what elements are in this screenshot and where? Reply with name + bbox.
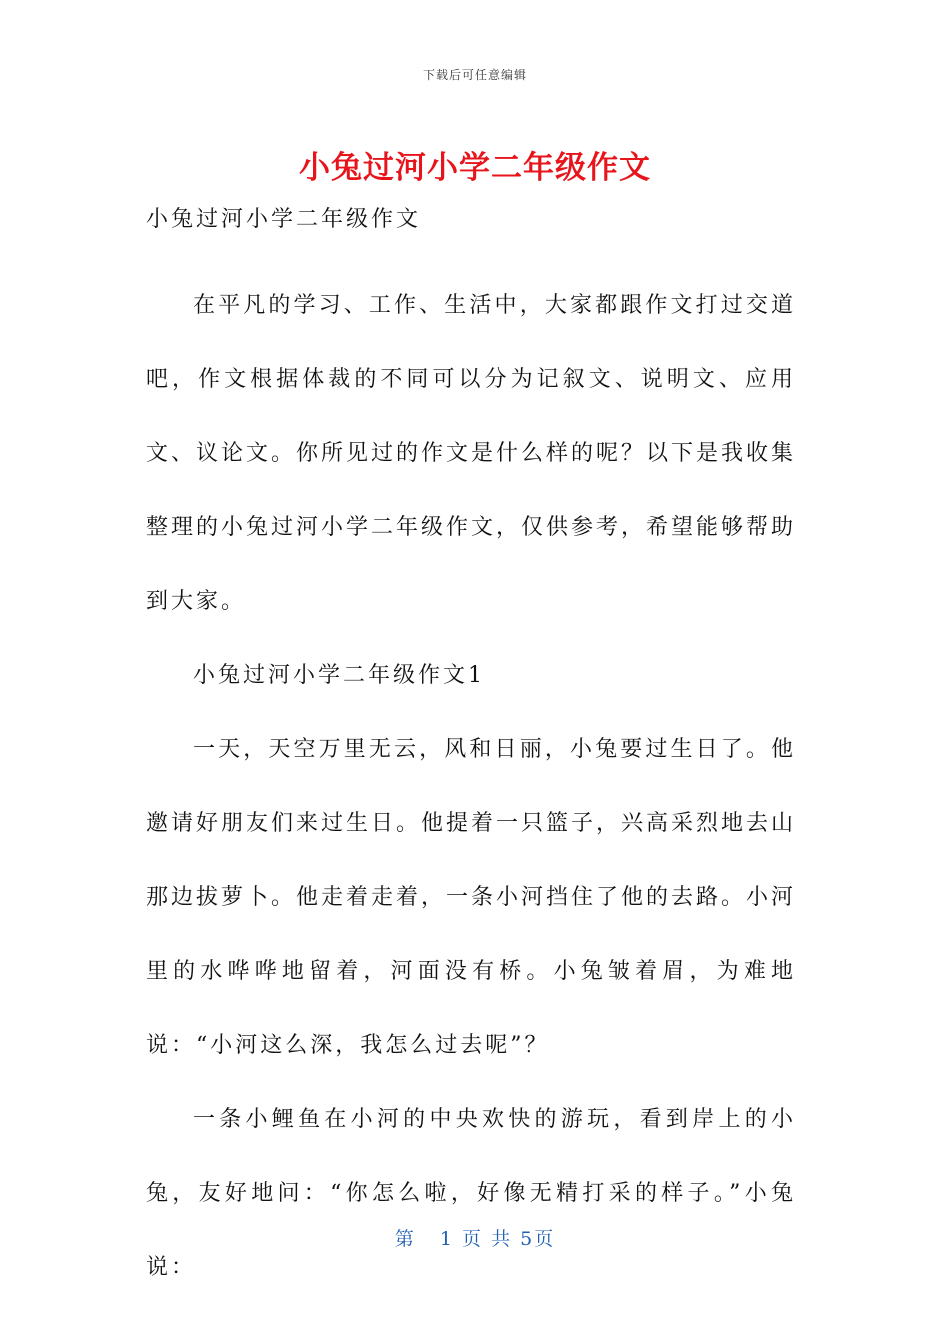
header-note: 下载后可任意编辑 bbox=[422, 68, 527, 82]
section-heading: 小兔过河小学二年级作文1 bbox=[193, 663, 485, 688]
total-pages-number: 5 bbox=[520, 1228, 535, 1250]
paragraph-story-1: 一天，天空万里无云，风和日丽，小兔要过生日了。他邀请好朋友们来过生日。他提着一只篮子，兴高采烈地去山那边拔萝卜。他走着走着，一条小河挡住了他的去路。小河里的水哗哗地留着，河面没有桥。小兔皱着眉，为难地说：“小河这么深，我怎么过去呢”？ bbox=[146, 737, 797, 1058]
paragraph-story-2: 一条小鲤鱼在小河的中央欢快的游玩，看到岸上的小兔，友好地问：“你怎么啦，好像无精打采的样子。”小兔说： bbox=[146, 1107, 796, 1280]
page-label-middle: 页 共 bbox=[462, 1228, 513, 1250]
page-label-prefix: 第 bbox=[394, 1228, 416, 1250]
document-body bbox=[146, 195, 796, 1305]
current-page-number: 1 bbox=[439, 1228, 454, 1250]
paragraph-intro: 在平凡的学习、工作、生活中，大家都跟作文打过交道吧，作文根据体裁的不同可以分为记叙文、说明文、应用文、议论文。你所见过的作文是什么样的呢？以下是我收集整理的小兔过河小学二年级作文，仅供参考，希望能够帮助到大家。 bbox=[146, 293, 797, 614]
document-title: 小兔过河小学二年级作文 bbox=[299, 150, 651, 186]
page-label-suffix: 页 bbox=[534, 1228, 556, 1250]
page-footer bbox=[0, 1224, 950, 1251]
document-subtitle: 小兔过河小学二年级作文 bbox=[146, 207, 422, 232]
